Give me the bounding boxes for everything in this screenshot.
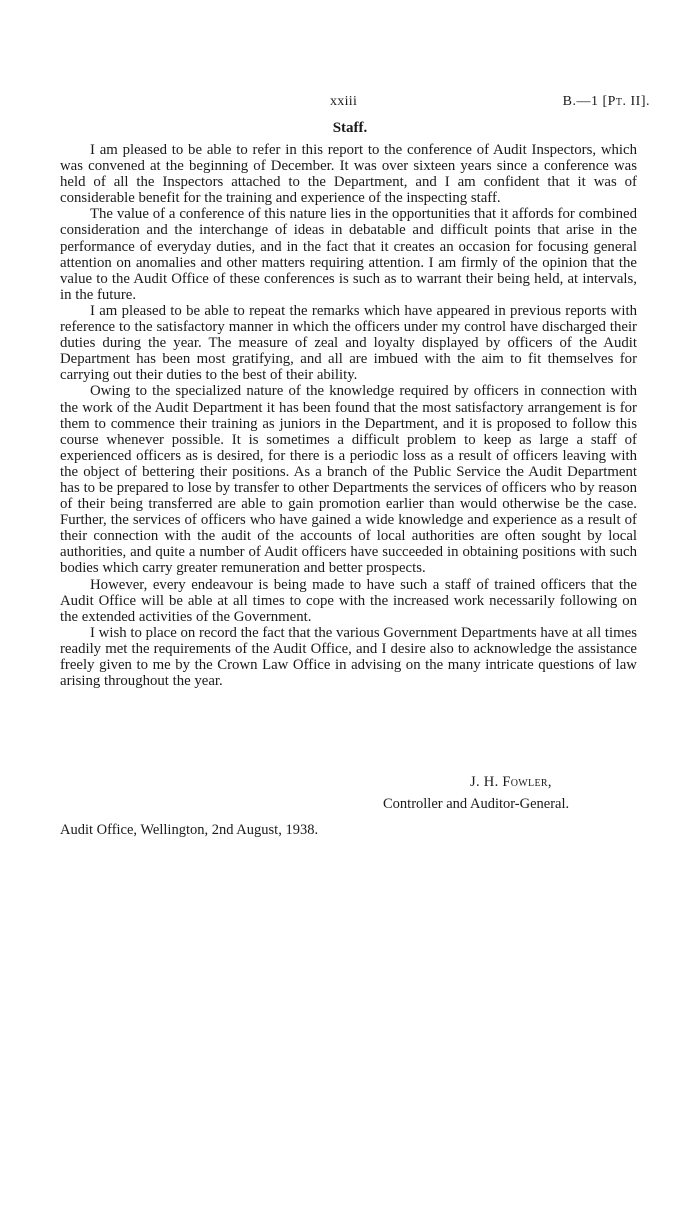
signature-title: Controller and Auditor-General. xyxy=(383,796,570,812)
document-reference: B.—1 [Pt. II]. xyxy=(562,94,650,109)
page-number: xxiii xyxy=(330,94,358,109)
paragraph-conference-value: The value of a conference of this nature lies in the opportunities that it affords for combined consideration and the interchange of ideas in debatable and difficult points that arise in the performance of everyday duties, and in the fact that it creates an occasion for focusing general attention on anomalies and other matters requiring attention. I am firmly of the opinion that the value to the Audit Office of these conferences is such as to warrant their being held, at intervals, in the future. xyxy=(60,206,637,303)
paragraph-officers-duties: I am pleased to be able to repeat the remarks which have appeared in previous reports with reference to the satisfactory manner in which the officers under my control have discharged their duties during the year. The measure of zeal and loyalty displayed by officers of the Audit Department has been most gratifying, and all are imbued with the aim to fit themselves for carrying out their duties to the best of their ability. xyxy=(60,302,637,384)
paragraph-conference: I am pleased to be able to refer in this report to the conference of Audit Inspectors, which was convened at the beginning of December. It was over sixteen years since a conference was held of all the Inspectors attached to the Department, and I am confident that it was of considerable benefit for the training and experience of the inspecting staff. xyxy=(60,142,637,207)
paragraph-acknowledgement: I wish to place on record the fact that the various Government Departments have at all times readily met the requirements of the Audit Office, and I desire also to acknowledge the assistance freely given to me by the Crown Law Office in advising on the many intricate questions of law arising throughout the year. xyxy=(60,624,637,690)
section-title: Staff. xyxy=(332,120,368,136)
signature-name: J. H. Fowler, xyxy=(470,774,552,790)
place-date: Audit Office, Wellington, 2nd August, 1938. xyxy=(60,822,319,838)
paragraph-endeavour: However, every endeavour is being made to have such a staff of trained officers that the Audit Office will be able at all times to cope with the increased work necessarily following on the extended activities of the Government. xyxy=(60,576,637,625)
paragraph-training: Owing to the specialized nature of the knowledge required by officers in connection with the work of the Audit Department it has been found that the most satisfactory arrangement is for them to commence their training as juniors in the Department, and it is proposed to follow this course whenever possible. It is sometimes a difficult problem to keep as large a staff of experienced officers as is desired, for there is a periodic loss as a result of officers leaving with the object of bettering their positions. As a branch of the Public Service the Audit Department has to be prepared to lose by transfer to other Departments the services of officers who by reason of their being transferred are able to gain promotion earlier than would otherwise be the case. Further, the services of officers who have gained a wide knowledge and experience as a result of their connection with the audit of the accounts of local authorities are often sought by local authorities, and quite a number of Audit officers have succeeded in obtaining positions with such bodies which carry greater remuneration and better prospects. xyxy=(60,383,637,577)
body-text xyxy=(60,142,637,689)
